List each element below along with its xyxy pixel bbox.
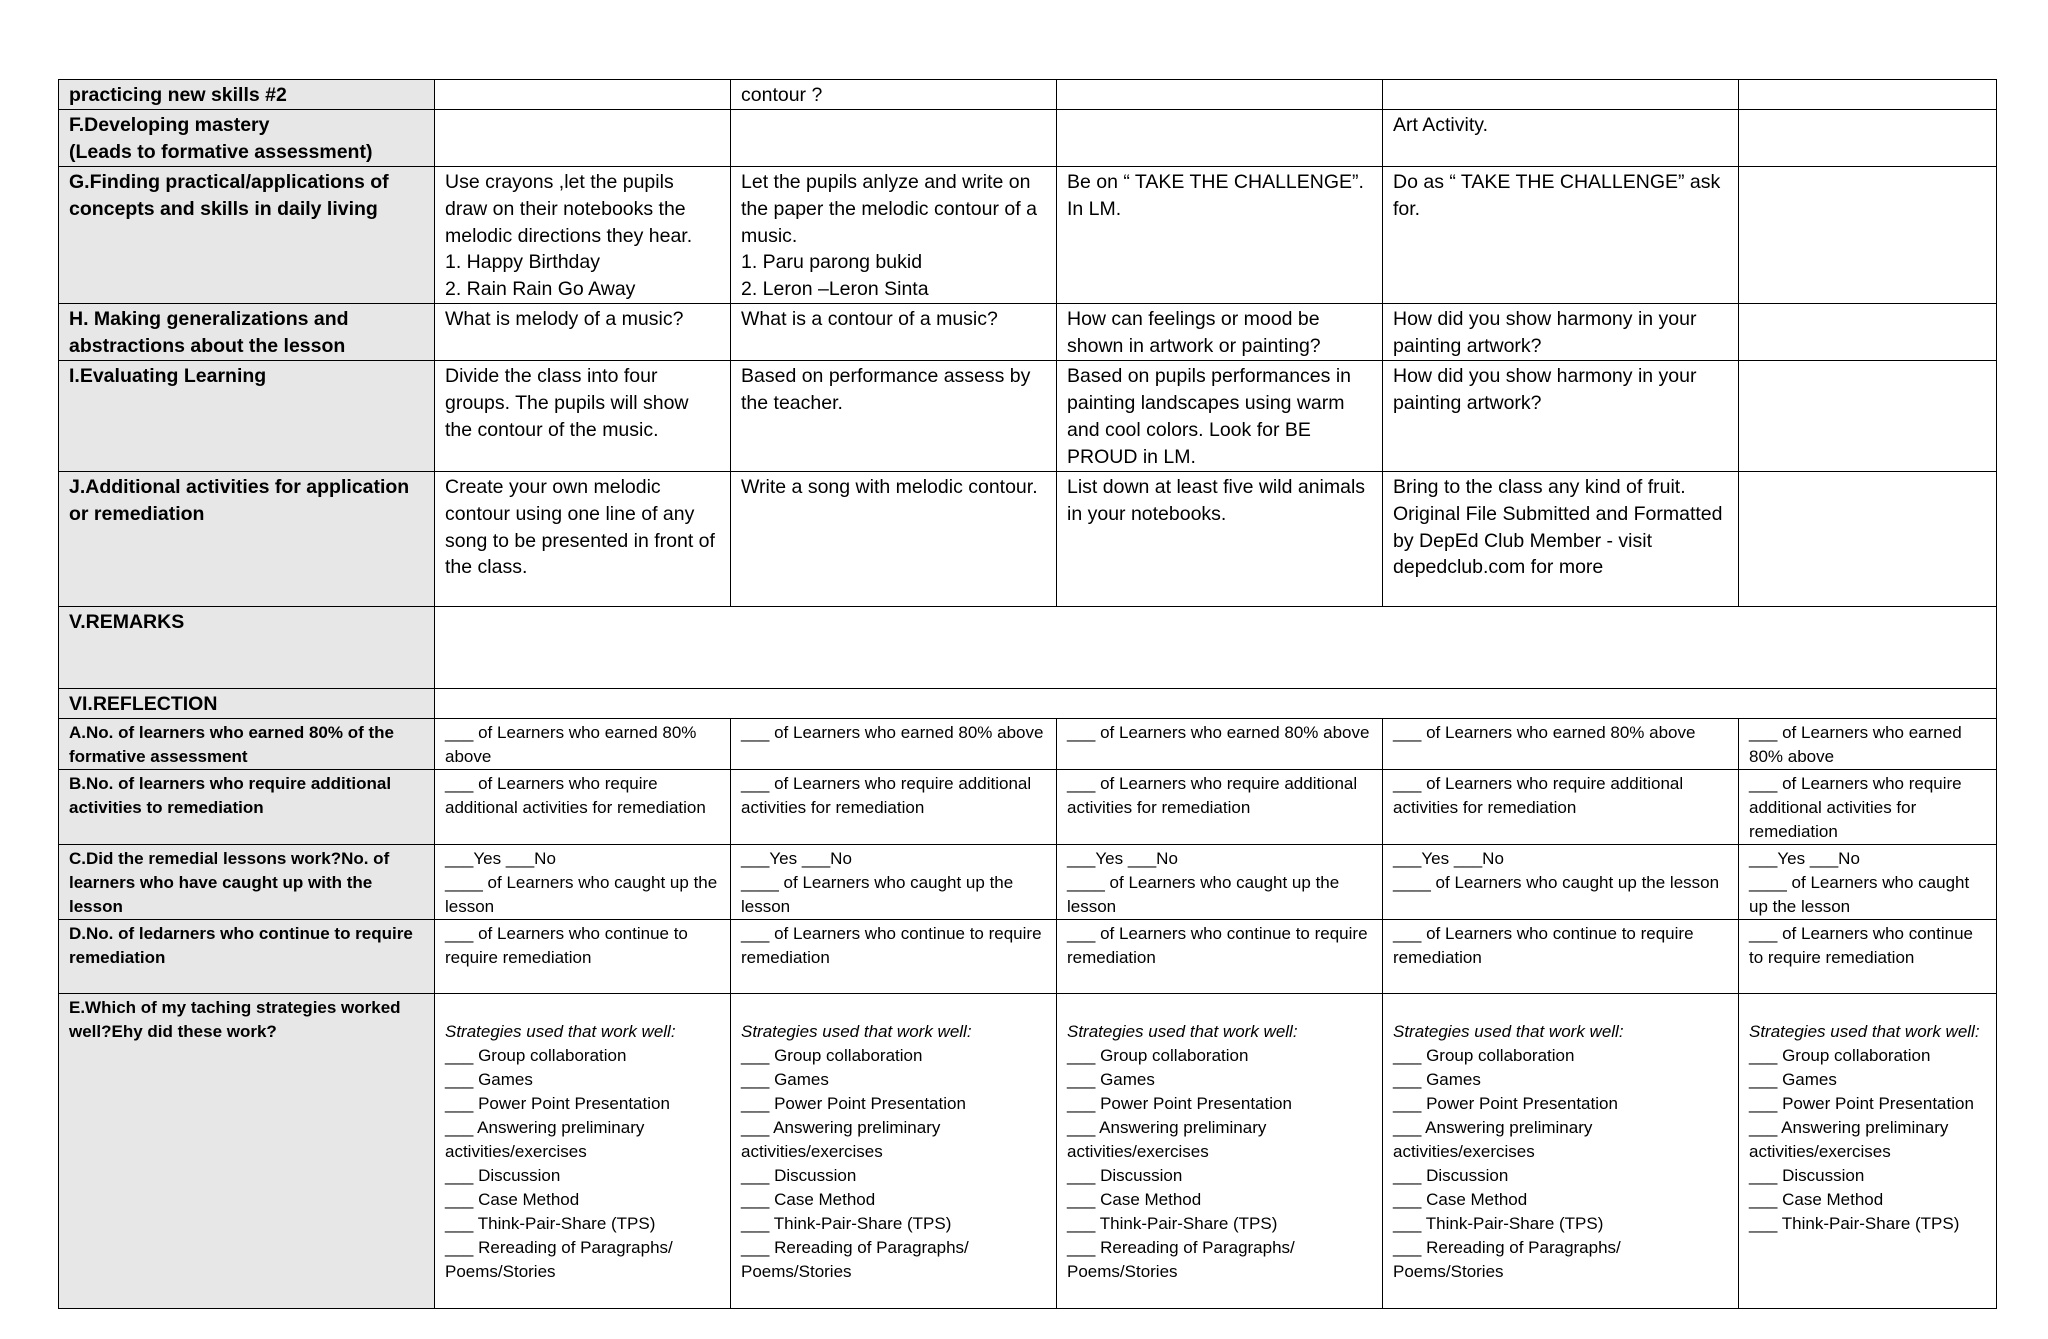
cell-day2: ___ of Learners who earned 80% above [731,718,1057,769]
cell-day5 [1739,304,1997,361]
cell-day4: ___ of Learners who require additional activities for remediation [1383,769,1739,844]
cell-day1: What is melody of a music? [435,304,731,361]
row-label: E.Which of my taching strategies worked well?Ehy did these work? [59,993,435,1308]
cell-day5 [1739,109,1997,166]
cell-day5: ___ of Learners who earned 80% above [1739,718,1997,769]
cell-day3: How can feelings or mood be shown in artwork or painting? [1057,304,1383,361]
row-remarks [59,606,1997,688]
cell-day1: ___Yes ___No ____ of Learners who caught up the lesson [435,844,731,919]
cell-day2 [731,109,1057,166]
cell-day2: Let the pupils anlyze and write on the paper the melodic contour of a music. 1. Paru parong bukid 2. Leron –Leron Sinta [731,166,1057,304]
cell-day4: ___ of Learners who continue to require remediation [1383,919,1739,993]
row-continue-remediation [59,919,1997,993]
cell-day4: ___ of Learners who earned 80% above [1383,718,1739,769]
row-teaching-strategies [59,993,1997,1308]
cell-day1: Create your own melodic contour using one line of any song to be presented in front of the class. [435,471,731,606]
cell-day3: List down at least five wild animals in your notebooks. [1057,471,1383,606]
row-require-additional-activities [59,769,1997,844]
cell-day2: ___ of Learners who require additional activities for remediation [731,769,1057,844]
row-label: practicing new skills #2 [59,80,435,110]
cell-day5: ___ of Learners who continue to require remediation [1739,919,1997,993]
row-making-generalizations [59,304,1997,361]
daily-lesson-log-table [58,79,1997,1309]
row-evaluating-learning [59,361,1997,472]
row-label: J.Additional activities for application or remediation [59,471,435,606]
cell-day5 [1739,361,1997,472]
cell-day3: ___ of Learners who earned 80% above [1057,718,1383,769]
row-learners-earned-80 [59,718,1997,769]
cell-day3 [1057,993,1383,1308]
remarks-label: V.REMARKS [59,606,435,688]
cell-day5 [1739,166,1997,304]
cell-day2: Based on performance assess by the teacher. [731,361,1057,472]
cell-day2: ___Yes ___No ____ of Learners who caught up the lesson [731,844,1057,919]
cell-day1: ___ of Learners who earned 80% above [435,718,731,769]
row-additional-activities [59,471,1997,606]
strategies-heading: Strategies used that work well: [445,1021,676,1041]
cell-day3: Be on “ TAKE THE CHALLENGE”. In LM. [1057,166,1383,304]
row-reflection [59,688,1997,718]
row-label: B.No. of learners who require additional activities to remediation [59,769,435,844]
cell-day3: Based on pupils performances in painting landscapes using warm and cool colors. Look for BE PROUD in LM. [1057,361,1383,472]
row-remedial-lessons [59,844,1997,919]
cell-day4: How did you show harmony in your painting artwork? [1383,361,1739,472]
row-developing-mastery [59,109,1997,166]
row-practicing-new-skills [59,80,1997,110]
reflection-cell [435,688,1997,718]
strategies-heading: Strategies used that work well: [1393,1021,1624,1041]
row-label: G.Finding practical/applications of concepts and skills in daily living [59,166,435,304]
cell-day3: ___Yes ___No ____ of Learners who caught up the lesson [1057,844,1383,919]
cell-day3 [1057,109,1383,166]
cell-day5: ___ of Learners who require additional activities for remediation [1739,769,1997,844]
row-label: C.Did the remedial lessons work?No. of learners who have caught up with the lesson [59,844,435,919]
strategies-list: ___ Group collaboration ___ Games ___ Power Point Presentation ___ Answering preliminary activities/exercises ___ Discussion ___ Case Method ___ Think-Pair-Share (TPS) [1749,1045,1974,1233]
cell-day2 [731,993,1057,1308]
cell-day5 [1739,80,1997,110]
cell-day1: ___ of Learners who continue to require remediation [435,919,731,993]
cell-day1: Divide the class into four groups. The pupils will show the contour of the music. [435,361,731,472]
strategies-list: ___ Group collaboration ___ Games ___ Power Point Presentation ___ Answering preliminary activities/exercises ___ Discussion ___ Case Method ___ Think-Pair-Share (TPS) ___ Rereading of Paragraphs/ Poems/Stories [1067,1045,1295,1281]
cell-day4 [1383,80,1739,110]
cell-day1: Use crayons ,let the pupils draw on their notebooks the melodic directions they hear. 1. Happy Birthday 2. Rain Rain Go Away [435,166,731,304]
cell-day2: contour ? [731,80,1057,110]
row-finding-practical-applications [59,166,1997,304]
row-label: H. Making generalizations and abstractions about the lesson [59,304,435,361]
strategies-heading: Strategies used that work well: [741,1021,972,1041]
row-label: D.No. of ledarners who continue to require remediation [59,919,435,993]
row-label: I.Evaluating Learning [59,361,435,472]
strategies-list: ___ Group collaboration ___ Games ___ Power Point Presentation ___ Answering preliminary activities/exercises ___ Discussion ___ Case Method ___ Think-Pair-Share (TPS) ___ Rereading of Paragraphs/ Poems/Stories [1393,1045,1621,1281]
cell-day3 [1057,80,1383,110]
cell-day5 [1739,993,1997,1308]
cell-day2: ___ of Learners who continue to require remediation [731,919,1057,993]
cell-day3: ___ of Learners who require additional activities for remediation [1057,769,1383,844]
remarks-cell [435,606,1997,688]
cell-day4: Bring to the class any kind of fruit. Original File Submitted and Formatted by DepEd Club Member - visit depedclub.com for more [1383,471,1739,606]
strategies-heading: Strategies used that work well: [1067,1021,1298,1041]
cell-day4 [1383,993,1739,1308]
cell-day1: ___ of Learners who require additional activities for remediation [435,769,731,844]
reflection-label: VI.REFLECTION [59,688,435,718]
cell-day1 [435,109,731,166]
strategies-list: ___ Group collaboration ___ Games ___ Power Point Presentation ___ Answering preliminary activities/exercises ___ Discussion ___ Case Method ___ Think-Pair-Share (TPS) ___ Rereading of Paragraphs/ Poems/Stories [445,1045,673,1281]
cell-day2: Write a song with melodic contour. [731,471,1057,606]
cell-day4: Art Activity. [1383,109,1739,166]
cell-day4: How did you show harmony in your painting artwork? [1383,304,1739,361]
row-label: A.No. of learners who earned 80% of the formative assessment [59,718,435,769]
cell-day5 [1739,471,1997,606]
cell-day1 [435,80,731,110]
row-label: F.Developing mastery (Leads to formative assessment) [59,109,435,166]
cell-day4: ___Yes ___No ____ of Learners who caught up the lesson [1383,844,1739,919]
cell-day5: ___Yes ___No ____ of Learners who caught up the lesson [1739,844,1997,919]
cell-day1 [435,993,731,1308]
cell-day4: Do as “ TAKE THE CHALLENGE” ask for. [1383,166,1739,304]
cell-day3: ___ of Learners who continue to require remediation [1057,919,1383,993]
cell-day2: What is a contour of a music? [731,304,1057,361]
strategies-list: ___ Group collaboration ___ Games ___ Power Point Presentation ___ Answering preliminary activities/exercises ___ Discussion ___ Case Method ___ Think-Pair-Share (TPS) ___ Rereading of Paragraphs/ Poems/Stories [741,1045,969,1281]
strategies-heading: Strategies used that work well: [1749,1021,1980,1041]
